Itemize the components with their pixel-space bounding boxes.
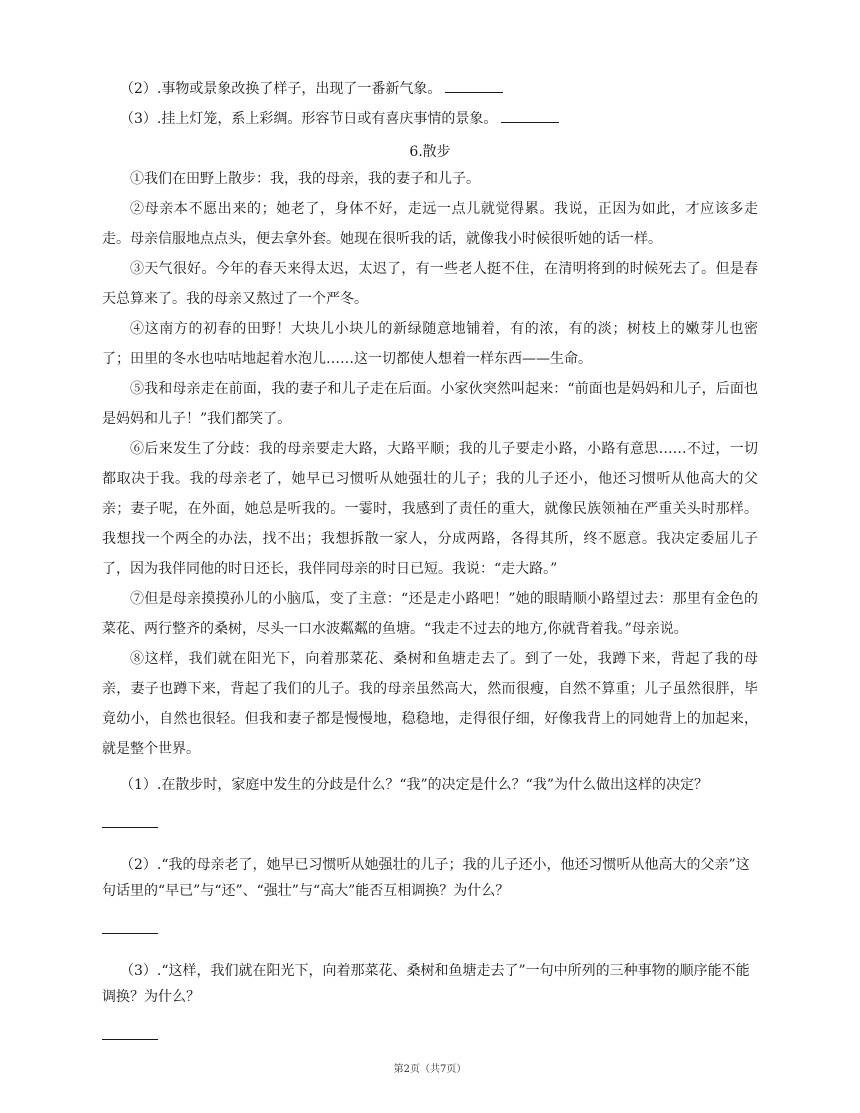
article-paragraph-6: ⑥后来发生了分歧：我的母亲要走大路，大路平顺；我的儿子要走小路，小路有意思……不过，一切都取决于我。我的母亲老了，她早已习惯听从她强壮的儿子；我的儿子还小，他还习惯听从他高大的父亲；妻子呢，在外面，她总是听我的。一霎时，我感到了责任的重大，就像民族领袖在严重关头时那样。我想找一个两全的办法，找不出；我想拆散一家人，分成两路，各得其所，终不愿意。我决定委屈儿子了，因为我伴同他的时日还长，我伴同母亲的时日已短。我说：“走大路。” [102, 441, 758, 577]
top-question-2-text: （2）.事物或景象改换了样子，出现了一番新气象。 [120, 81, 442, 97]
answer-line-2[interactable] [102, 932, 158, 934]
article-paragraph-3: ③天气很好。今年的春天来得太迟，太迟了，有一些老人挺不住，在清明将到的时候死去了。但是春天总算来了。我的母亲又熬过了一个严冬。 [102, 261, 758, 307]
top-question-3-text: （3）.挂上灯笼，系上彩绸。形容节日或有喜庆事情的景象。 [120, 111, 498, 127]
answer-line-3[interactable] [102, 1038, 158, 1040]
article-paragraph-2: ②母亲本不愿出来的；她老了，身体不好，走远一点儿就觉得累。我说，正因为如此，才应该多走走。母亲信服地点点头，便去拿外套。她现在很听我的话，就像我小时候很听她的话一样。 [102, 201, 758, 247]
article-paragraph-8: ⑧这样，我们就在阳光下，向着那菜花、桑树和鱼塘走去了。到了一处，我蹲下来，背起了我的母亲，妻子也蹲下来，背起了我们的儿子。我的母亲虽然高大，然而很瘦，自然不算重；儿子虽然很胖，毕竟幼小，自然也很轻。但我和妻子都是慢慢地，稳稳地，走得很仔细，好像我背上的同她背上的加起来，就是整个世界。 [102, 651, 758, 757]
answer-blank[interactable] [445, 80, 503, 93]
article-paragraph-5: ⑤我和母亲走在前面，我的妻子和儿子走在后面。小家伙突然叫起来：“前面也是妈妈和儿子，后面也是妈妈和儿子！”我们都笑了。 [102, 381, 758, 427]
page-footer: 第2页（共7页） [393, 1064, 467, 1075]
question-2: （2）.“我的母亲老了，她早已习惯听从她强壮的儿子；我的儿子还小，他还习惯听从他高大的父亲”这句话里的“早已”与“还”、“强壮”与“高大”能否互相调换？为什么？ [102, 857, 750, 899]
article-paragraph-4: ④这南方的初春的田野！大块儿小块儿的新绿随意地铺着，有的浓，有的淡；树枝上的嫩芽儿也密了；田里的冬水也咕咕地起着水泡儿……这一切都使人想着一样东西——生命。 [102, 321, 758, 367]
question-3: （3）.“这样，我们就在阳光下，向着那菜花、桑树和鱼塘走去了”一句中所列的三种事物的顺序能不能调换？为什么？ [102, 963, 750, 1005]
top-question-3 [102, 110, 758, 128]
top-question-2 [102, 80, 758, 98]
question-1: （1）.在散步时，家庭中发生的分歧是什么？“我”的决定是什么？“我”为什么做出这样的决定？ [120, 777, 708, 793]
article-paragraph-1: ①我们在田野上散步：我，我的母亲，我的妻子和儿子。 [130, 171, 480, 187]
answer-blank[interactable] [501, 110, 559, 123]
document-page [102, 80, 758, 1064]
article-paragraph-7: ⑦但是母亲摸摸孙儿的小脑瓜，变了主意：“还是走小路吧！”她的眼睛顺小路望过去：那里有金色的菜花、两行整齐的桑树，尽头一口水波粼粼的鱼塘。“我走不过去的地方,你就背着我。”母亲说。 [102, 591, 758, 637]
answer-line-1[interactable] [102, 826, 158, 828]
article-title: 6.散步 [409, 144, 451, 160]
